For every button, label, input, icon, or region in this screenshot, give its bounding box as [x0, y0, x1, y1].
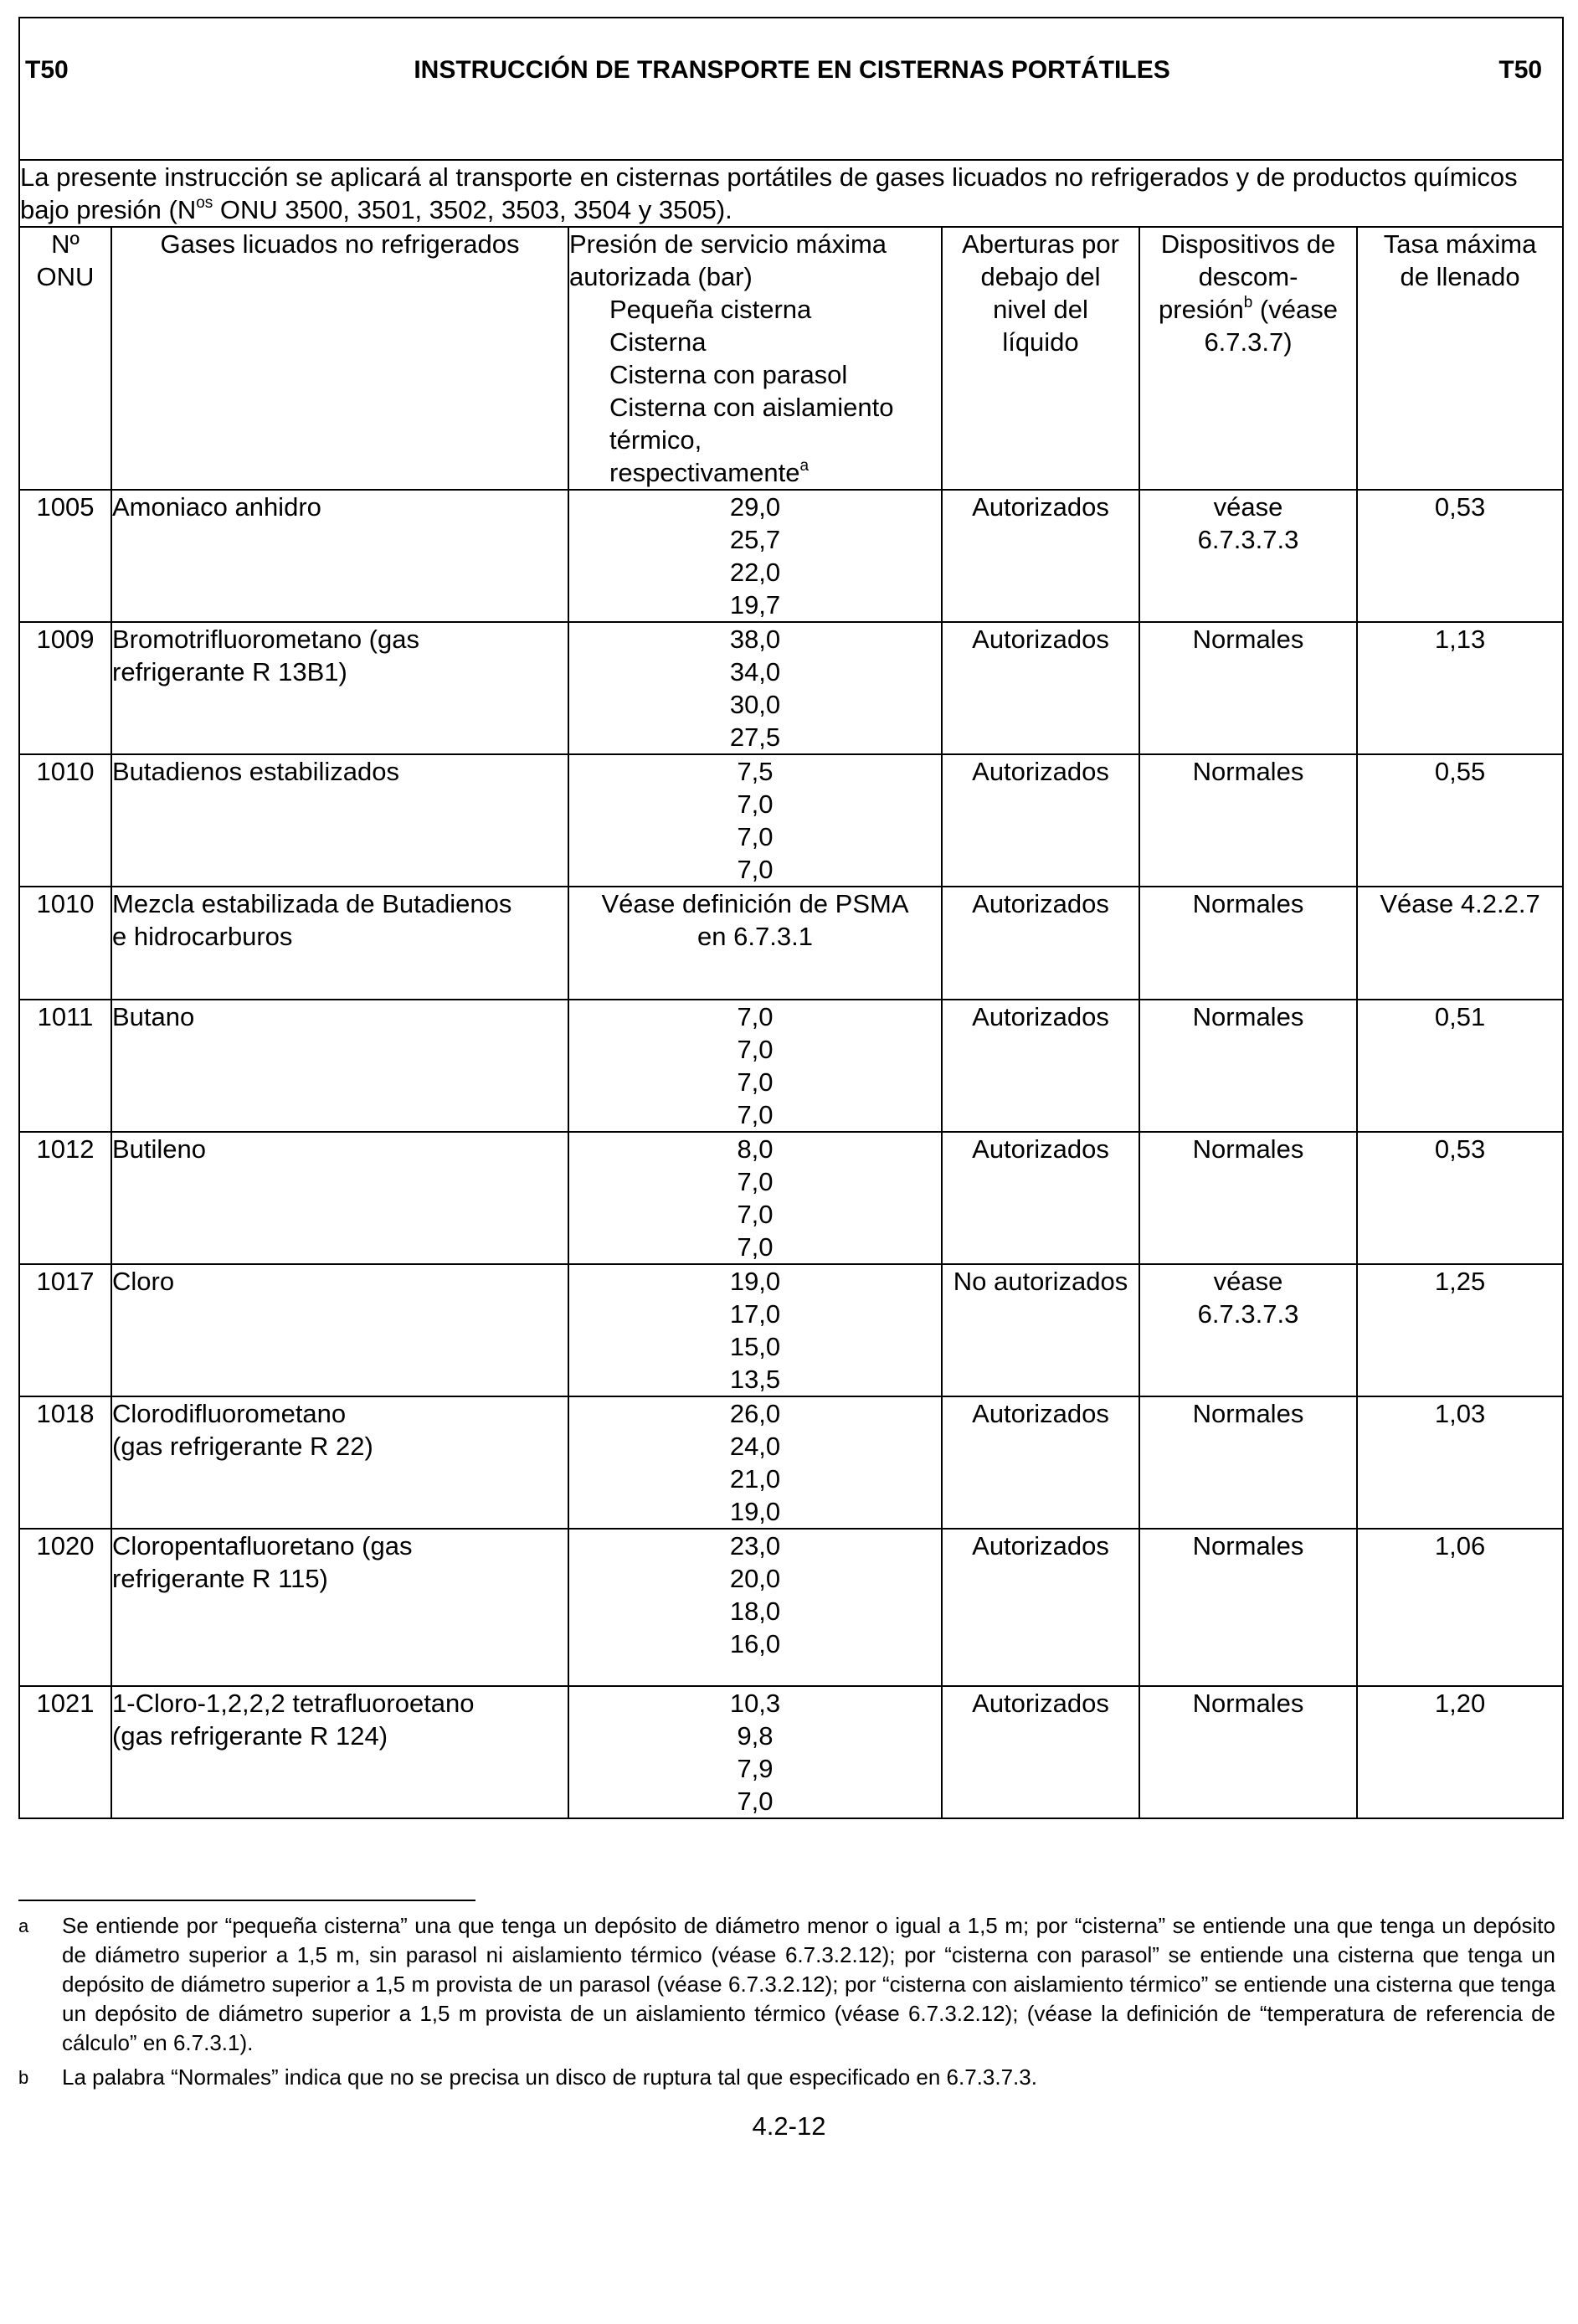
pressure-cell	[568, 1132, 942, 1264]
cell-line: 7,0	[737, 1100, 774, 1129]
cell-line: 7,0	[737, 1787, 774, 1816]
cell-line: 17,0	[729, 1299, 781, 1329]
gas-name-cell	[111, 1132, 568, 1264]
table-row	[19, 1529, 1563, 1686]
footnote-text: La palabra “Normales” indica que no se precisa un disco de ruptura tal que especificado en 6.7.3.7.3.	[62, 2064, 1037, 2090]
cell-line: 16,0	[729, 1629, 781, 1658]
cell-line: Normales	[1192, 1002, 1304, 1031]
cell-line: Butadienos estabilizados	[112, 757, 399, 786]
fill-rate-cell: Véase 4.2.2.7	[1357, 887, 1563, 1000]
header-row	[19, 227, 1563, 490]
cell-line: véase	[1213, 492, 1283, 522]
table-body	[19, 490, 1563, 1818]
footnote-a	[18, 1911, 1555, 2058]
fill-rate-cell: 1,25	[1357, 1264, 1563, 1396]
cell-line: (gas refrigerante R 22)	[112, 1432, 373, 1461]
cell-line: Normales	[1192, 889, 1304, 918]
relief-cell	[1139, 490, 1357, 622]
openings-cell: Autorizados	[942, 1396, 1139, 1529]
cell-line: 8,0	[737, 1134, 774, 1164]
cell-line: Mezcla estabilizada de Butadienos	[112, 889, 512, 918]
cell-line: 24,0	[729, 1432, 781, 1461]
gas-name-cell	[111, 1000, 568, 1132]
table-row	[19, 1264, 1563, 1396]
intro-text: La presente instrucción se aplicará al transporte en cisternas portátiles de gases licuados no refrigerados y de productos químicos bajo presión ($N^{os}$ ONU 3500, 3501, 3502, 3503, 3504 y 3505).	[19, 160, 1563, 227]
pressure-cell	[568, 490, 942, 622]
un-number-cell: 1011	[19, 1000, 111, 1132]
cell-line: 30,0	[729, 690, 781, 719]
cell-line: Amoniaco anhidro	[112, 492, 321, 522]
relief-cell	[1139, 754, 1357, 887]
cell-line: 26,0	[729, 1399, 781, 1428]
openings-cell: Autorizados	[942, 490, 1139, 622]
cell-line: 22,0	[729, 558, 781, 587]
footnote-text: Se entiende por “pequeña cisterna” una que tenga un depósito de diámetro menor o igual a 1,5 m; por “cisterna” se entiende una que tenga un depósito de diámetro superior a 1,5 m, sin parasol ni aislamiento térmico (véase 6.7.3.2.12); por “cisterna con parasol” se entiende una cisterna que tenga un depósito de diámetro superior a 1,5 m provista de un parasol (véase 6.7.3.2.12); por “cisterna con aislamiento térmico” se entiende una cisterna que tenga un depósito de diámetro superior a 1,5 m provista de un aislamiento térmico (véase 6.7.3.2.12); (véase la definición de “temperatura de referencia de cálculo” en 6.7.3.1).	[62, 1913, 1555, 2055]
cell-line: 7,0	[737, 1232, 774, 1262]
cell-line: 7,0	[737, 822, 774, 851]
cell-line: 13,5	[729, 1365, 781, 1394]
pressure-cell	[568, 887, 942, 1000]
cell-line: Normales	[1192, 1531, 1304, 1560]
cell-line: Véase definición de PSMA	[601, 889, 909, 918]
cell-line: 7,5	[737, 757, 774, 786]
table-row	[19, 1396, 1563, 1529]
relief-cell	[1139, 887, 1357, 1000]
header-fill-rate: Tasa máxima de llenado	[1357, 227, 1563, 490]
footnote-rule	[18, 1900, 475, 1901]
cell-line: Normales	[1192, 1689, 1304, 1718]
relief-cell	[1139, 1132, 1357, 1264]
footnote-mark: b	[18, 2067, 29, 2088]
un-number-cell: 1020	[19, 1529, 111, 1686]
gas-name-cell	[111, 754, 568, 887]
table-row	[19, 622, 1563, 754]
cell-line: 27,5	[729, 722, 781, 752]
fill-rate-cell: 1,20	[1357, 1686, 1563, 1818]
un-number-cell: 1009	[19, 622, 111, 754]
table-row	[19, 754, 1563, 887]
header-un-no: Nº ONU	[19, 227, 111, 490]
document-page	[18, 17, 1562, 1819]
pressure-cell	[568, 1264, 942, 1396]
cell-line: 19,0	[729, 1497, 781, 1526]
table-row	[19, 1132, 1563, 1264]
cell-line: Cloro	[112, 1267, 175, 1296]
gas-name-cell	[111, 490, 568, 622]
fill-rate-cell: 0,53	[1357, 490, 1563, 622]
cell-line: 7,0	[737, 1002, 774, 1031]
table-row	[19, 490, 1563, 622]
pressure-cell	[568, 1000, 942, 1132]
cell-line: refrigerante R 13B1)	[112, 657, 347, 686]
cell-line: Normales	[1192, 1399, 1304, 1428]
cell-line: Butileno	[112, 1134, 207, 1164]
cell-line: Normales	[1192, 757, 1304, 786]
intro-row	[19, 160, 1563, 227]
pressure-cell	[568, 1396, 942, 1529]
openings-cell: Autorizados	[942, 622, 1139, 754]
cell-line: 19,7	[729, 590, 781, 620]
cell-line: Normales	[1192, 625, 1304, 654]
cell-line: 23,0	[729, 1531, 781, 1560]
page-number: 4.2-12	[752, 2111, 826, 2141]
gas-name-cell	[111, 887, 568, 1000]
fill-rate-cell: 0,53	[1357, 1132, 1563, 1264]
cell-line: refrigerante R 115)	[112, 1564, 328, 1593]
un-number-cell: 1012	[19, 1132, 111, 1264]
fill-rate-cell: 0,51	[1357, 1000, 1563, 1132]
pressure-cell	[568, 1686, 942, 1818]
fill-rate-cell: 0,55	[1357, 754, 1563, 887]
cell-line: 6.7.3.7.3	[1197, 525, 1299, 554]
relief-cell	[1139, 1529, 1357, 1686]
gas-name-cell	[111, 1686, 568, 1818]
footnote-b	[18, 2063, 1555, 2092]
gas-name-cell	[111, 1529, 568, 1686]
cell-line: 20,0	[729, 1564, 781, 1593]
openings-cell: No autorizados	[942, 1264, 1139, 1396]
cell-line: 19,0	[729, 1267, 781, 1296]
cell-line: Normales	[1192, 1134, 1304, 1164]
relief-cell	[1139, 1396, 1357, 1529]
un-number-cell: 1018	[19, 1396, 111, 1529]
un-number-cell: 1010	[19, 754, 111, 887]
gas-name-cell	[111, 1396, 568, 1529]
openings-cell: Autorizados	[942, 1529, 1139, 1686]
relief-cell	[1139, 1264, 1357, 1396]
relief-cell	[1139, 1000, 1357, 1132]
cell-line: Butano	[112, 1002, 195, 1031]
instruction-code-right: T50	[1498, 56, 1543, 84]
un-number-cell: 1017	[19, 1264, 111, 1396]
openings-cell: Autorizados	[942, 754, 1139, 887]
cell-line: 10,3	[729, 1689, 781, 1718]
gas-name-cell	[111, 622, 568, 754]
title-row	[19, 18, 1563, 160]
cell-line: 21,0	[729, 1464, 781, 1494]
cell-line: Bromotrifluorometano (gas	[112, 625, 419, 654]
cell-line: 1-Cloro-1,2,2,2 tetrafluoroetano	[112, 1689, 475, 1718]
cell-line: Cloropentafluoretano (gas	[112, 1531, 413, 1560]
fill-rate-cell: 1,06	[1357, 1529, 1563, 1686]
gas-name-cell	[111, 1264, 568, 1396]
relief-cell	[1139, 622, 1357, 754]
footnotes	[18, 1911, 1555, 2092]
table-row	[19, 887, 1563, 1000]
cell-line: e hidrocarburos	[112, 922, 293, 951]
cell-line: 34,0	[729, 657, 781, 686]
pressure-cell	[568, 754, 942, 887]
cell-line: 7,0	[737, 1200, 774, 1229]
fill-rate-cell: 1,03	[1357, 1396, 1563, 1529]
cell-line: 7,9	[737, 1754, 774, 1783]
cell-line: 6.7.3.7.3	[1197, 1299, 1299, 1329]
pressure-cell	[568, 622, 942, 754]
footnote-mark: a	[18, 1915, 29, 1936]
cell-line: 18,0	[729, 1596, 781, 1626]
header-relief-devices: Dispositivos de descom- presión$^b$ (véase 6.7.3.7)	[1139, 227, 1357, 490]
cell-line: 38,0	[729, 625, 781, 654]
openings-cell: Autorizados	[942, 1000, 1139, 1132]
pressure-cell	[568, 1529, 942, 1686]
cell-line: Clorodifluorometano	[112, 1399, 347, 1428]
un-number-cell: 1021	[19, 1686, 111, 1818]
cell-line: 15,0	[729, 1332, 781, 1361]
openings-cell: Autorizados	[942, 887, 1139, 1000]
instruction-title: INSTRUCCIÓN DE TRANSPORTE EN CISTERNAS PORTÁTILES	[414, 56, 1170, 84]
table-row	[19, 1000, 1563, 1132]
un-number-cell: 1005	[19, 490, 111, 622]
header-openings: Aberturas por debajo del nivel del líquido	[942, 227, 1139, 490]
table-row	[19, 1686, 1563, 1818]
relief-cell	[1139, 1686, 1357, 1818]
cell-line: 7,0	[737, 1035, 774, 1064]
cell-line: 7,0	[737, 789, 774, 819]
openings-cell: Autorizados	[942, 1686, 1139, 1818]
cell-line: 25,7	[729, 525, 781, 554]
cell-line: 7,0	[737, 1067, 774, 1097]
header-pressure: Presión de servicio máxima autorizada (bar) Pequeña cisterna Cisterna Cisterna con parasol Cisterna con aislamiento térmico, respectivamente$^a$	[568, 227, 942, 490]
un-number-cell: 1010	[19, 887, 111, 1000]
instruction-table	[18, 17, 1564, 1819]
instruction-code-left: T50	[25, 56, 69, 84]
fill-rate-cell: 1,13	[1357, 622, 1563, 754]
cell-line: en 6.7.3.1	[697, 922, 813, 951]
cell-line: véase	[1213, 1267, 1283, 1296]
openings-cell: Autorizados	[942, 1132, 1139, 1264]
cell-line: 9,8	[737, 1721, 774, 1751]
cell-line: 7,0	[737, 855, 774, 884]
cell-line: (gas refrigerante R 124)	[112, 1721, 388, 1751]
cell-line: 29,0	[729, 492, 781, 522]
header-gas: Gases licuados no refrigerados	[111, 227, 568, 490]
cell-line: 7,0	[737, 1167, 774, 1196]
